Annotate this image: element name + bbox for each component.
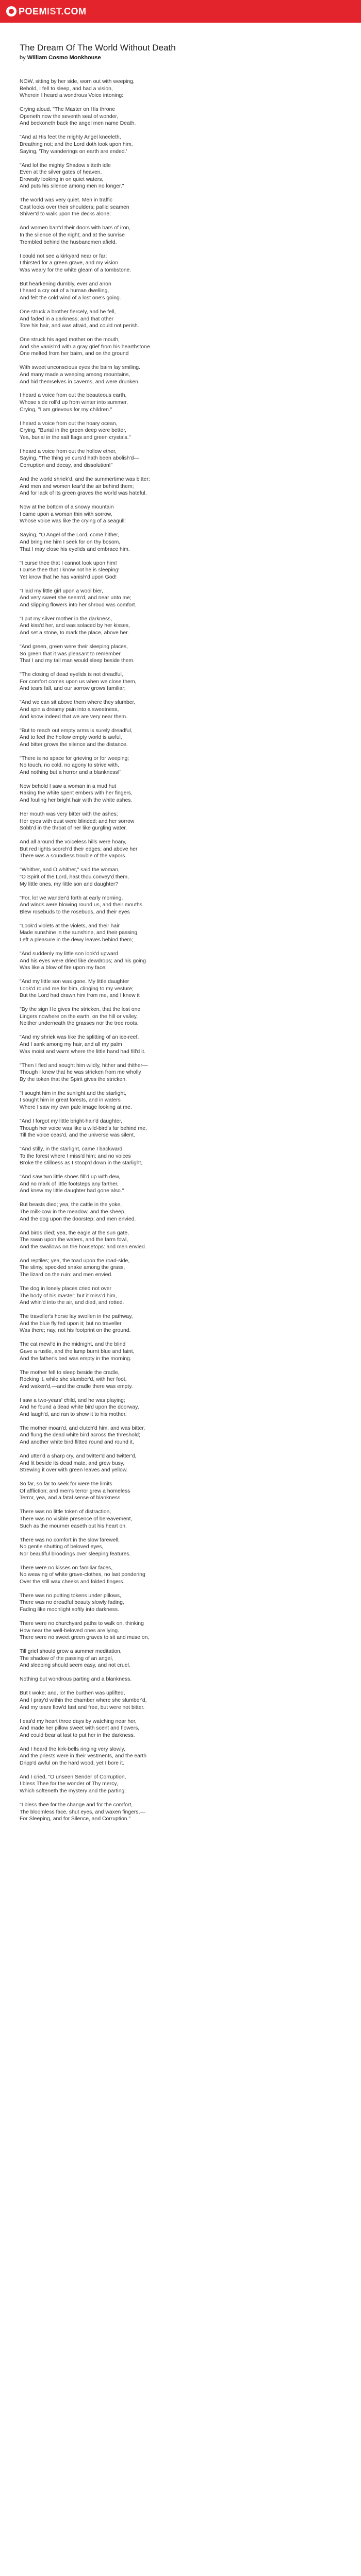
poem-line: "And green, green were their sleeping places,	[20, 644, 128, 650]
poem-stanza	[20, 106, 339, 127]
poem-line: The traveller's horse lay swollen in the pathway,	[20, 1314, 133, 1320]
poem-line: Was moist and warm where the little hand had fill'd it.	[20, 1048, 146, 1055]
poem-line: And birds died; yea, the eagle at the sun gate,	[20, 1230, 129, 1236]
poem-line: Nothing but wondrous parting and a blankness.	[20, 1676, 132, 1683]
poem-line: Breathing not; and the Lord doth look upon him,	[20, 141, 133, 147]
poem-line: The bloomless face, shut eyes, and waxen fingers,—	[20, 1809, 145, 1815]
poem-line: There were no kisses on familiar faces,	[20, 1565, 113, 1571]
poem-line: And set a stone, to mark the place, above her.	[20, 630, 129, 636]
poem-line: I could not see a kirkyard near or far;	[20, 253, 107, 259]
poem-stanza	[20, 783, 339, 804]
poem-line: For comfort comes upon us when we close them,	[20, 679, 137, 685]
poem-line: How near the well-beloved ones are lying.	[20, 1628, 119, 1634]
poem-line: Gave a rustle, and the lamp burnt blue and faint,	[20, 1348, 135, 1354]
poem-stanza	[20, 1537, 339, 1558]
poem-line: And utter'd a sharp cry, and twitter'd and twitter'd,	[20, 1453, 137, 1460]
poem-line: And lit beside its dead mate, and grew busy,	[20, 1460, 125, 1466]
poem-line: Tore his hair, and was afraid, and could not perish.	[20, 323, 139, 329]
poem-stanza	[20, 1006, 339, 1027]
poem-stanza	[20, 867, 339, 888]
poem-body	[20, 78, 339, 1829]
poem-line: There was no comfort in the slow farewell,	[20, 1537, 120, 1543]
poem-line: "By the sign He gives the stricken, that the lost one	[20, 1007, 141, 1013]
poem-line: Till grief should grow a summer meditation,	[20, 1649, 122, 1655]
poem-stanza	[20, 364, 339, 385]
poem-line: And laugh'd, and ran to show it to his mother.	[20, 1411, 127, 1417]
poem-stanza	[20, 1620, 339, 1641]
poem-line: The mother moan'd, and clutch'd him, and was bitter,	[20, 1425, 145, 1431]
poem-line: I heard a voice from out the hollow ether,	[20, 448, 117, 454]
poem-line: Over the still wax cheeks and folded fingers.	[20, 1579, 125, 1585]
poem-line: For Sleeping, and for Silence, and Corruption."	[20, 1816, 131, 1822]
poem-line: The lizard on the ruin: and men envied.	[20, 1272, 113, 1278]
poem-line: I thirsted for a green grave, and my vision	[20, 260, 119, 266]
poem-stanza	[20, 727, 339, 749]
poem-line: Was there; nay, not his footprint on the ground.	[20, 1328, 131, 1334]
poem-line: And I cried, "O unseen Sender of Corruption,	[20, 1774, 126, 1780]
poem-stanza	[20, 811, 339, 832]
poem-line: And sleeping should seem easy, and not cruel.	[20, 1663, 130, 1669]
poem-line: No weaving of white grave-clothes, no last pondering	[20, 1572, 145, 1578]
poem-stanza	[20, 309, 339, 330]
poem-line: Nor beautiful broodings over sleeping features.	[20, 1551, 131, 1557]
poem-stanza	[20, 951, 339, 972]
poem-stanza	[20, 1397, 339, 1418]
poem-line: The shadow of the passing of an angel,	[20, 1655, 113, 1662]
poem-line: "But to reach out empty arms is surely dreadful,	[20, 727, 133, 734]
poem-stanza	[20, 1258, 339, 1279]
poem-line: Corruption and decay, and dissolution!"	[20, 463, 113, 469]
logo-text: POEMIST.COM	[19, 6, 87, 16]
poem-stanza	[20, 1062, 339, 1083]
poem-stanza	[20, 923, 339, 944]
poem-line: Dripp'd awful on the hard wood, yet I bore it.	[20, 1760, 124, 1766]
poem-stanza	[20, 281, 339, 302]
poem-line: I saw a two-years' child, and he was playing;	[20, 1397, 125, 1403]
poem-line: And reptiles; yea, the toad upon the road-side,	[20, 1258, 130, 1264]
poem-stanza	[20, 755, 339, 776]
poem-line: And know indeed that we are very near them.	[20, 714, 128, 720]
poem-line: "There is no space for grieving or for weeping;	[20, 755, 129, 761]
poem-line: "Look'd violets at the violets, and their hair	[20, 923, 120, 929]
poem-line: But hearkening dumbly, ever and anon	[20, 281, 111, 287]
poem-stanza	[20, 504, 339, 525]
poem-byline: by William Cosmo Monkhouse	[20, 55, 101, 61]
poem-line: And the dog upon the doorstep: and men envied.	[20, 1216, 136, 1222]
poem-stanza	[20, 1090, 339, 1111]
poem-line: Whose side roll'd up from winter into summer,	[20, 400, 128, 406]
poem-line: "And stilly, in the starlight, came I backward	[20, 1146, 123, 1153]
poem-line: And the priests were in their vestments, and the earth	[20, 1753, 147, 1759]
poem-line: Of affliction; and men's terror grew a homeless	[20, 1488, 130, 1494]
poem-line: And all around the voiceless hills were hoary,	[20, 839, 127, 845]
poem-line: One melted from her bairn, and on the ground	[20, 351, 129, 357]
poem-line: Drowsily looking in on quiet waters,	[20, 176, 104, 182]
poem-line: Shiver'd to walk upon the decks alone;	[20, 211, 111, 217]
poem-stanza	[20, 1313, 339, 1334]
poem-line: Till the voice ceas'd, and the universe was silent.	[20, 1132, 135, 1139]
poem-line: No touch, no cold, no agony to strive with,	[20, 762, 119, 769]
poem-line: And whin'd into the air, and died, and rotted.	[20, 1300, 124, 1306]
poem-line: Terror, yea, and a fatal sense of blankness.	[20, 1495, 122, 1501]
poem-line: I eas'd my heart three days by watching near her,	[20, 1718, 137, 1724]
poem-line: And hid themselves in caverns, and were drunken.	[20, 379, 140, 385]
poem-line: There was no little token of distraction,	[20, 1509, 111, 1515]
poem-line: Saying, 'Thy wanderings on earth are ended.'	[20, 148, 127, 155]
poem-line: Crying aloud, "The Master on His throne	[20, 107, 116, 113]
poem-line: There were no sweet green graves to sit and muse on,	[20, 1635, 150, 1641]
poem-stanza	[20, 1802, 339, 1823]
poem-line: Though her voice was like a wild-bird's far behind me,	[20, 1125, 147, 1131]
poem-line: And slipping flowers into her shroud was comfort.	[20, 602, 137, 608]
poem-line: "And we can sit above them where they slumber,	[20, 700, 136, 706]
poem-title: The Dream Of The World Without Death	[20, 43, 176, 53]
poem-line: Neither underneath the grasses nor the tree roots.	[20, 1021, 139, 1027]
poem-line: Yet know that he has vanish'd upon God!	[20, 574, 117, 580]
poem-line: The dog in lonely places cried not over	[20, 1285, 111, 1292]
poem-stanza	[20, 476, 339, 497]
poem-line: I heard a voice from out the hoary ocean,	[20, 420, 118, 427]
poem-line: Look'd round me for him, clinging to my vesture;	[20, 986, 134, 992]
poem-stanza	[20, 253, 339, 274]
poem-stanza	[20, 978, 339, 999]
poem-stanza	[20, 1425, 339, 1446]
poem-line: And tears fall, and our sorrow grows familiar;	[20, 686, 126, 692]
poem-line: I heard a cry out of a human dwelling,	[20, 288, 109, 294]
poem-line: Such as the mourner easeth out his heart on.	[20, 1523, 127, 1529]
poem-line: "I sought him in the sunlight and the starlight,	[20, 1090, 127, 1096]
poem-line: Saying, "The thing ye curs'd hath been abolish'd—	[20, 455, 139, 462]
poem-line: And his eyes were dried like dewdrops; and his going	[20, 958, 146, 964]
poem-line: I bless Thee for the wonder of Thy mercy,	[20, 1781, 118, 1787]
site-logo[interactable]	[6, 5, 87, 18]
poem-line: Whose voice was like the crying of a seagull:	[20, 518, 126, 524]
poem-line: Though I knew that he was stricken from me wholly	[20, 1070, 141, 1076]
poem-stanza	[20, 1230, 339, 1251]
poem-stanza	[20, 1648, 339, 1669]
poem-line: But I woke; and, lo! the burthen was uplifted,	[20, 1690, 125, 1697]
poem-stanza	[20, 1676, 339, 1683]
poem-line: Crying, "Burial in the green deep were better,	[20, 428, 127, 434]
poem-line: In the silence of the night; and at the sunrise	[20, 232, 125, 239]
poem-line: "I put my silver mother in the darkness,	[20, 616, 112, 622]
poem-line: And many made a weeping among mountains,	[20, 371, 130, 378]
poem-line: And faded in a darkness; and that other	[20, 316, 113, 322]
poem-line: But the Lord had drawn him from me, and I knew it	[20, 993, 140, 999]
poem-line: NOW, sitting by her side, worn out with weeping,	[20, 79, 135, 84]
poem-line: And the world shriek'd, and the summertime was bitter;	[20, 477, 150, 482]
poem-line: The cat mewl'd in the midnight, and the blind	[20, 1342, 126, 1348]
poem-stanza	[20, 616, 339, 637]
poem-line: And another white bird flitted round and round it,	[20, 1439, 134, 1446]
poem-stanza	[20, 895, 339, 916]
poem-line: And puts his silence among men no longer."	[20, 183, 124, 190]
poem-line: The slimy, speckled snake among the grass,	[20, 1265, 125, 1271]
poem-stanza	[20, 1565, 339, 1586]
poem-line: The body of his master; but it miss'd him,	[20, 1293, 117, 1299]
poem-stanza	[20, 1481, 339, 1502]
poem-line: To the forest where I miss'd him; and no voices	[20, 1153, 131, 1159]
poem-stanza	[20, 1034, 339, 1055]
poem-line: And kiss'd her, and was solaced by her kisses,	[20, 623, 130, 629]
poem-line: There was no putting tokens under pillows,	[20, 1592, 121, 1599]
poem-line: The mother fell to sleep beside the cradle,	[20, 1369, 120, 1376]
poem-stanza	[20, 1174, 339, 1195]
poem-line: There was no dreadful beauty slowly fading,	[20, 1600, 124, 1606]
poem-line: And could bear at last to put her in the darkness.	[20, 1732, 135, 1738]
poem-line: I sought him in great forests, and in waters	[20, 1097, 121, 1104]
author-link[interactable]: William Cosmo Monkhouse	[27, 55, 101, 61]
poem-line: There were no churchyard paths to walk on, thinking	[20, 1621, 144, 1627]
poem-line: And to feel the hollow empty world is awful,	[20, 735, 122, 741]
poem-line: And he found a dead white bird upon the doorway,	[20, 1404, 139, 1411]
poem-line: "Then I fled and sought him wildly, hither and thither—	[20, 1062, 148, 1069]
poem-stanza	[20, 643, 339, 665]
poem-line: Openeth now the seventh seal of wonder,	[20, 113, 119, 120]
poem-line: Where I saw my own pale image looking at me.	[20, 1104, 132, 1110]
poem-line: That I may close his eyelids and embrace him.	[20, 546, 130, 552]
poem-line: "And my little son was gone. My little daughter	[20, 979, 129, 985]
poem-line: And women barr'd their doors with bars of iron,	[20, 225, 131, 231]
poem-stanza	[20, 448, 339, 469]
poem-line: "I laid my little girl upon a wool bier,	[20, 588, 103, 594]
poem-line: My little ones, my little son and daughter?	[20, 881, 119, 887]
poem-line: "I bless thee for the change and for the comfort,	[20, 1802, 133, 1808]
poem-line: "And at His feet the mighty Angel kneeleth,	[20, 134, 121, 141]
poem-line: "For, lo! we wander'd forth at early morning,	[20, 895, 123, 901]
poem-stanza	[20, 1341, 339, 1362]
poem-line: The milk-cow in the meadow, and the sheep,	[20, 1209, 126, 1215]
poem-line: And nothing but a horror and a blankness!"	[20, 769, 122, 775]
poem-line: And bitter grows the silence and the distance.	[20, 741, 128, 748]
poem-line: Which softeneth the mystery and the parting.	[20, 1788, 126, 1794]
poem-stanza	[20, 420, 339, 442]
poem-stanza	[20, 162, 339, 190]
poem-stanza	[20, 560, 339, 581]
poem-line: So green that it was pleasant to remember	[20, 651, 121, 657]
poem-line: That I and my tall man would sleep beside them.	[20, 658, 135, 664]
poem-line: And spin a dreamy pain into a sweetness,	[20, 706, 119, 713]
poem-stanza	[20, 1453, 339, 1474]
poem-line: The world was very quiet. Men in traffic	[20, 197, 112, 204]
poem-line: Lingers nowhere on the earth, on the hill or valley,	[20, 1013, 138, 1020]
poem-line: Left a pleasure in the dewy leaves behind them;	[20, 937, 134, 943]
poem-line: But red lights scorch'd their edges; and above her	[20, 846, 138, 852]
poem-line: And very sweet she seem'd, and near unto me;	[20, 595, 132, 601]
poem-stanza	[20, 225, 339, 246]
poem-stanza	[20, 134, 339, 155]
poem-line: So far, so far to seek for were the limits	[20, 1481, 112, 1487]
poem-line: Made sunshine in the sunshine, and their passing	[20, 930, 138, 936]
poem-stanza	[20, 839, 339, 860]
poem-line: Yea, burial in the salt flags and green crystals."	[20, 434, 131, 440]
poem-line: One struck his aged mother on the mouth,	[20, 337, 120, 343]
poem-line: Cast looks over their shoulders; pallid seamen	[20, 204, 129, 210]
poem-line: I heard a voice from out the beauteous earth,	[20, 393, 127, 399]
poem-line: The swan upon the waters, and the farm fowl,	[20, 1237, 128, 1243]
poem-line: Rocking it, while she slumber'd, with her foot,	[20, 1377, 127, 1383]
poem-line: And no mark of little footsteps any farther,	[20, 1181, 119, 1187]
poem-stanza	[20, 1592, 339, 1614]
poem-line: And I heard the kirk-bells ringing very slowly,	[20, 1746, 125, 1752]
poem-stanza	[20, 588, 339, 609]
poem-stanza	[20, 1285, 339, 1307]
poem-line: Saying, "O Angel of the Lord, come hither,	[20, 532, 120, 538]
site-header	[0, 0, 361, 23]
poem-stanza	[20, 392, 339, 413]
poem-line: Blew rosebuds to the rosebuds, and their eyes	[20, 909, 130, 915]
poem-line: Her mouth was very bitter with the ashes;	[20, 811, 118, 818]
poem-stanza	[20, 1369, 339, 1391]
poem-stanza	[20, 671, 339, 692]
poem-line: One struck a brother fiercely, and he fell,	[20, 309, 116, 315]
poem-line: Trembled behind the husbandmen afield.	[20, 239, 117, 245]
poem-line: "O Spirit of the Lord, hast thou convey'd them,	[20, 874, 129, 880]
poem-line: With sweet unconscious eyes the bairn lay smiling.	[20, 365, 140, 371]
poem-line: And bring me him I seek for on thy bosom,	[20, 539, 121, 545]
poem-line: And felt the cold wind of a lost one's going.	[20, 295, 121, 301]
poem-line: And my tears flow'd fast and free, but were not bitter.	[20, 1704, 145, 1710]
logo-circle-icon	[6, 6, 17, 16]
poem-line: And men and women fear'd the air behind them;	[20, 483, 134, 489]
poem-line: Was weary for the white gleam of a tombstone.	[20, 267, 132, 273]
poem-line: And knew my little daughter had gone also."	[20, 1188, 124, 1194]
poem-line: "The closing of dead eyelids is not dreadful,	[20, 672, 123, 678]
poem-line: Even at the silver gates of heaven,	[20, 170, 102, 176]
poem-line: "And saw two little shoes fill'd up with dew,	[20, 1174, 121, 1180]
poem-line: There was no visible presence of bereavement,	[20, 1516, 133, 1522]
poem-stanza	[20, 1718, 339, 1739]
poem-line: Crying, "I am grievous for my children."	[20, 406, 112, 413]
poem-stanza	[20, 1690, 339, 1711]
poem-line: Her eyes with dust were blinded; and her sorrow	[20, 818, 135, 824]
poem-stanza	[20, 1146, 339, 1167]
poem-line: And winds were blowing round us, and their mouths	[20, 902, 142, 908]
poem-stanza	[20, 336, 339, 358]
poem-line: And fouling her bright hair with the white ashes.	[20, 798, 133, 804]
poem-line: And the father's bed was empty in the morning.	[20, 1355, 132, 1362]
poem-stanza	[20, 532, 339, 553]
poem-line: There was a soundless trouble of the vapors.	[20, 853, 127, 859]
poem-line: And I pray'd within the chamber where she slumber'd,	[20, 1697, 147, 1703]
poem-line: And flung the dead white bird across the threshold;	[20, 1432, 140, 1438]
poem-stanza	[20, 78, 339, 99]
poem-stanza	[20, 1118, 339, 1139]
poem-stanza	[20, 1746, 339, 1767]
poem-line: Fading like moonlight softly into darkness.	[20, 1607, 119, 1613]
poem-line: And waken'd,—and the cradle there was empty.	[20, 1383, 133, 1389]
poem-line: And the swallows on the housetops: and men envied.	[20, 1244, 146, 1250]
poem-line: I came upon a woman thin with sorrow,	[20, 511, 112, 517]
poem-line: And for lack of its green graves the world was hateful.	[20, 490, 147, 497]
poem-line: Strewing it over with green leaves and yellow.	[20, 1467, 128, 1473]
poem-line: Now behold I saw a woman in a mud hut	[20, 783, 117, 789]
poem-line: "And lo! the mighty Shadow sitteth idle	[20, 162, 111, 168]
poem-line: Sobb'd in the throat of her like gurgling water.	[20, 825, 127, 832]
poem-line: And beckoneth back the angel men name Death.	[20, 121, 136, 127]
poem-line: By the token that the Spirit gives the stricken.	[20, 1076, 127, 1082]
poem-line: Now at the bottom of a snowy mountain	[20, 504, 114, 511]
poem-line: "Whither, and O whither," said the woman,	[20, 867, 120, 873]
poem-line: "And suddenly my little son look'd upward	[20, 951, 119, 957]
poem-stanza	[20, 1774, 339, 1795]
poem-line: "I curse thee that I cannot look upon him!	[20, 560, 117, 566]
poem-line: And made her pillow sweet with scent and flowers,	[20, 1725, 140, 1732]
poem-line: Broke the stillness as I stoop'd down in the starlight,	[20, 1160, 143, 1166]
poem-line: Wherein I heard a wondrous Voice intoning:	[20, 93, 124, 99]
poem-stanza	[20, 699, 339, 720]
poem-line: "And I forgot my little bright-hair'd daughter,	[20, 1118, 123, 1124]
poem-line: Raking the white spent embers with her fingers,	[20, 790, 133, 796]
poem-line: And she vanish'd with a gray grief from his hearthstone.	[20, 344, 152, 350]
poem-stanza	[20, 1509, 339, 1530]
poem-stanza	[20, 1201, 339, 1223]
poem-line: But beasts died; yea, the cattle in the yoke,	[20, 1202, 122, 1208]
poem-line: No gentle shutting of beloved eyes,	[20, 1544, 104, 1550]
poem-stanza	[20, 197, 339, 218]
poem-line: And the blue fly fed upon it; but no traveller	[20, 1320, 122, 1327]
poem-line: And I sank among my hair, and all my palm	[20, 1042, 122, 1048]
poem-line: Was like a blow of fire upon my face;	[20, 965, 107, 971]
poem-line: "And my shriek was like the splitting of an ice-reef,	[20, 1035, 139, 1041]
poem-line: I curse thee that I know not he is sleeping!	[20, 567, 120, 573]
poem-line: Behold, I fell to sleep, and had a vision,	[20, 86, 113, 92]
